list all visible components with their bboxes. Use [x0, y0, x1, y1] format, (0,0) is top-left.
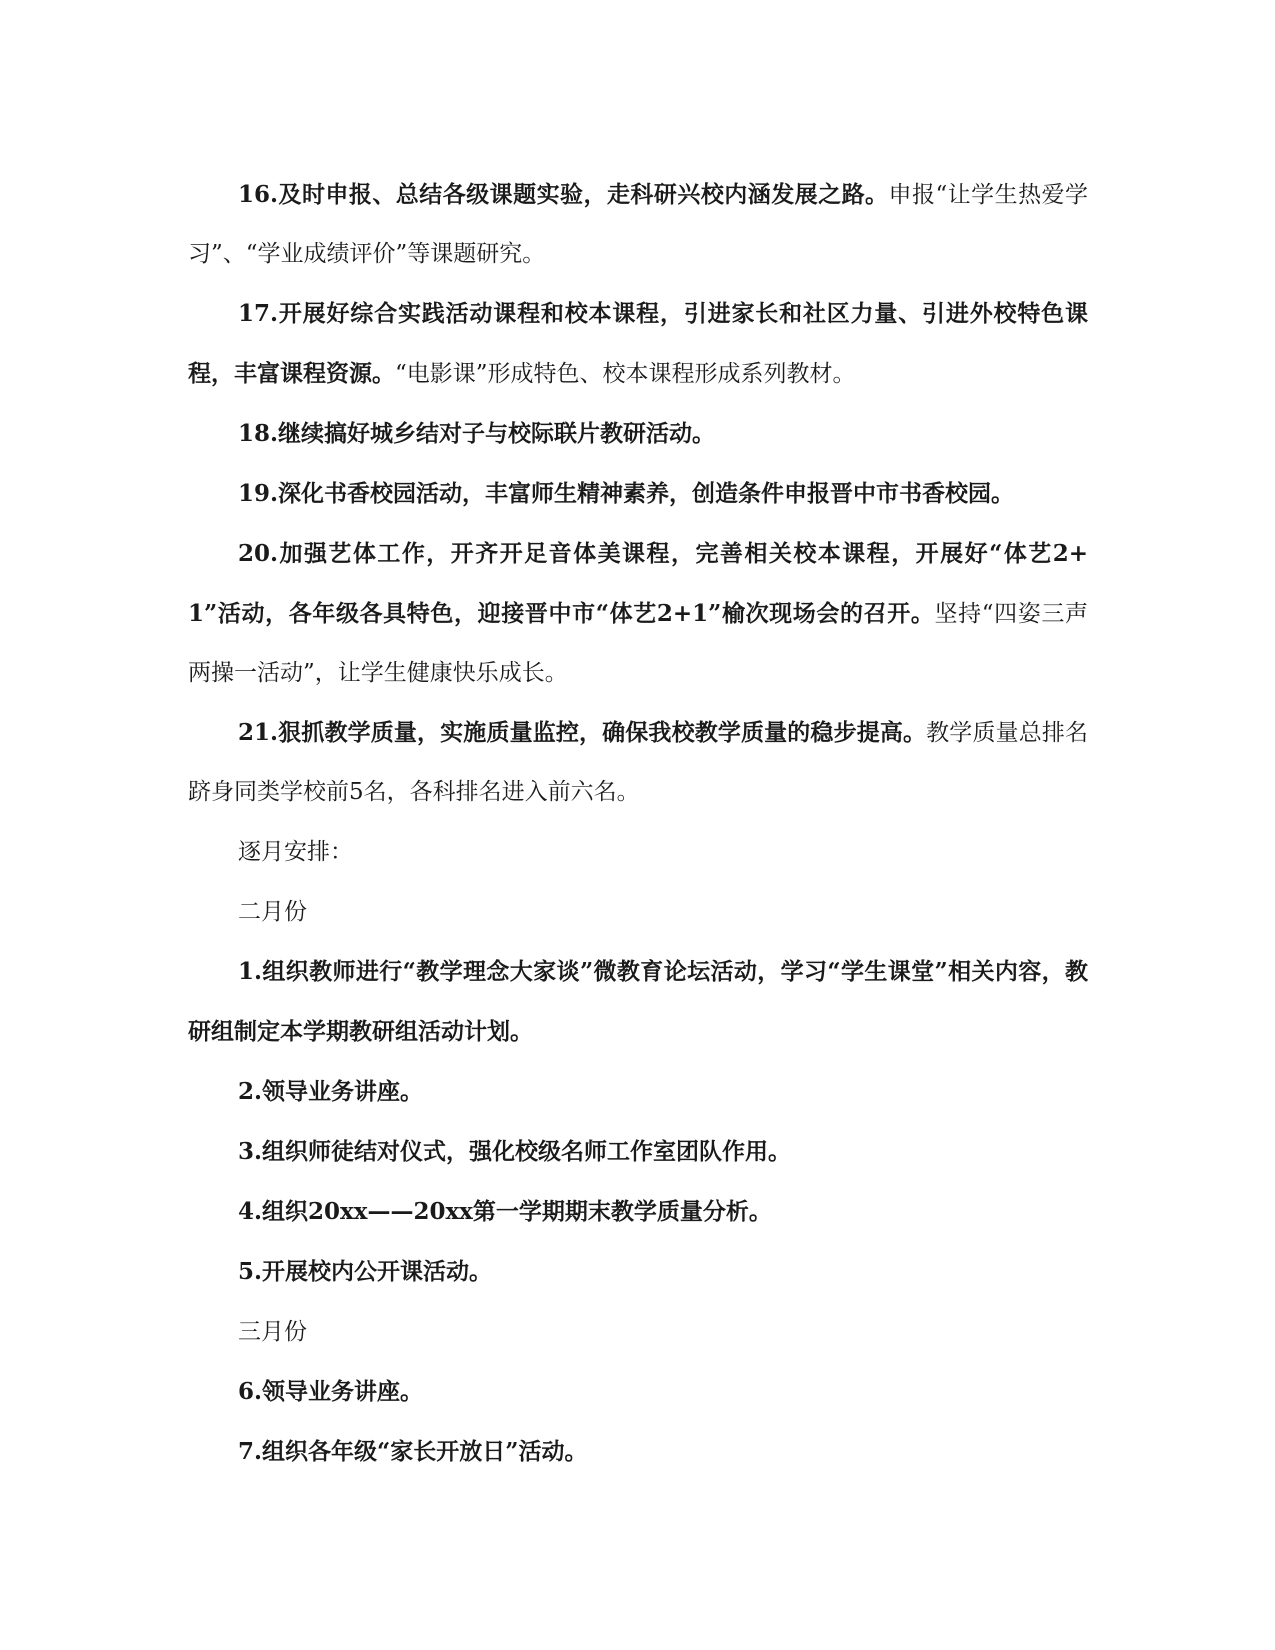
paragraph-lead: 1.组织教师进行“教学理念大家谈”微教育论坛活动，学习“学生课堂”相关内容，教研组制定本学期教研组活动计划。 [188, 958, 1088, 1045]
schedule-item-1 [188, 942, 1088, 1062]
paragraph-lead: 19.深化书香校园活动，丰富师生精神素养，创造条件申报晋中市书香校园。 [238, 480, 1015, 507]
paragraph-rest: 三月份 [238, 1319, 307, 1345]
paragraph-rest: 二月份 [238, 899, 307, 925]
paragraph-lead: 7.组织各年级“家长开放日”活动。 [238, 1438, 588, 1465]
schedule-item-2 [188, 1062, 1088, 1122]
paragraph-18 [188, 404, 1088, 464]
schedule-item-3 [188, 1122, 1088, 1182]
schedule-item-7 [188, 1422, 1088, 1482]
paragraph-rest: 逐月安排： [238, 839, 353, 865]
paragraph-rest: 教学质量总排名跻身同类学校前5名，各科排名进入前六名。 [188, 720, 1089, 805]
paragraph-21 [188, 703, 1088, 822]
document-body [188, 165, 1088, 1482]
paragraph-20 [188, 524, 1088, 703]
monthly-schedule-heading [188, 822, 1088, 882]
paragraph-rest: 申报“让学生热爱学习”、“学业成绩评价”等课题研究。 [188, 182, 1088, 267]
paragraph-19 [188, 464, 1088, 524]
paragraph-17 [188, 284, 1088, 404]
paragraph-16 [188, 165, 1088, 284]
paragraph-lead: 4.组织20xx——20xx第一学期期末教学质量分析。 [238, 1198, 772, 1225]
paragraph-rest: 坚持“四姿三声两操一活动”，让学生健康快乐成长。 [188, 601, 1088, 686]
paragraph-lead: 17.开展好综合实践活动课程和校本课程，引进家长和社区力量、引进外校特色课程，丰富课程资源。 [188, 300, 1088, 387]
paragraph-rest: “电影课”形成特色、校本课程形成系列教材。 [395, 361, 856, 387]
paragraph-lead: 20.加强艺体工作，开齐开足音体美课程，完善相关校本课程，开展好“体艺2+1”活动，各年级各具特色，迎接晋中市“体艺2+1”榆次现场会的召开。 [188, 540, 1088, 627]
schedule-item-6 [188, 1362, 1088, 1422]
paragraph-lead: 16.及时申报、总结各级课题实验，走科研兴校内涵发展之路。 [238, 181, 889, 208]
schedule-item-4 [188, 1182, 1088, 1242]
paragraph-lead: 2.领导业务讲座。 [238, 1078, 424, 1105]
paragraph-lead: 5.开展校内公开课活动。 [238, 1258, 493, 1285]
month-heading-february [188, 882, 1088, 942]
schedule-item-5 [188, 1242, 1088, 1302]
paragraph-lead: 6.领导业务讲座。 [238, 1378, 424, 1405]
month-heading-march [188, 1302, 1088, 1362]
paragraph-lead: 18.继续搞好城乡结对子与校际联片教研活动。 [238, 420, 716, 447]
paragraph-lead: 3.组织师徒结对仪式，强化校级名师工作室团队作用。 [238, 1138, 792, 1165]
paragraph-lead: 21.狠抓教学质量，实施质量监控，确保我校教学质量的稳步提高。 [238, 719, 927, 746]
